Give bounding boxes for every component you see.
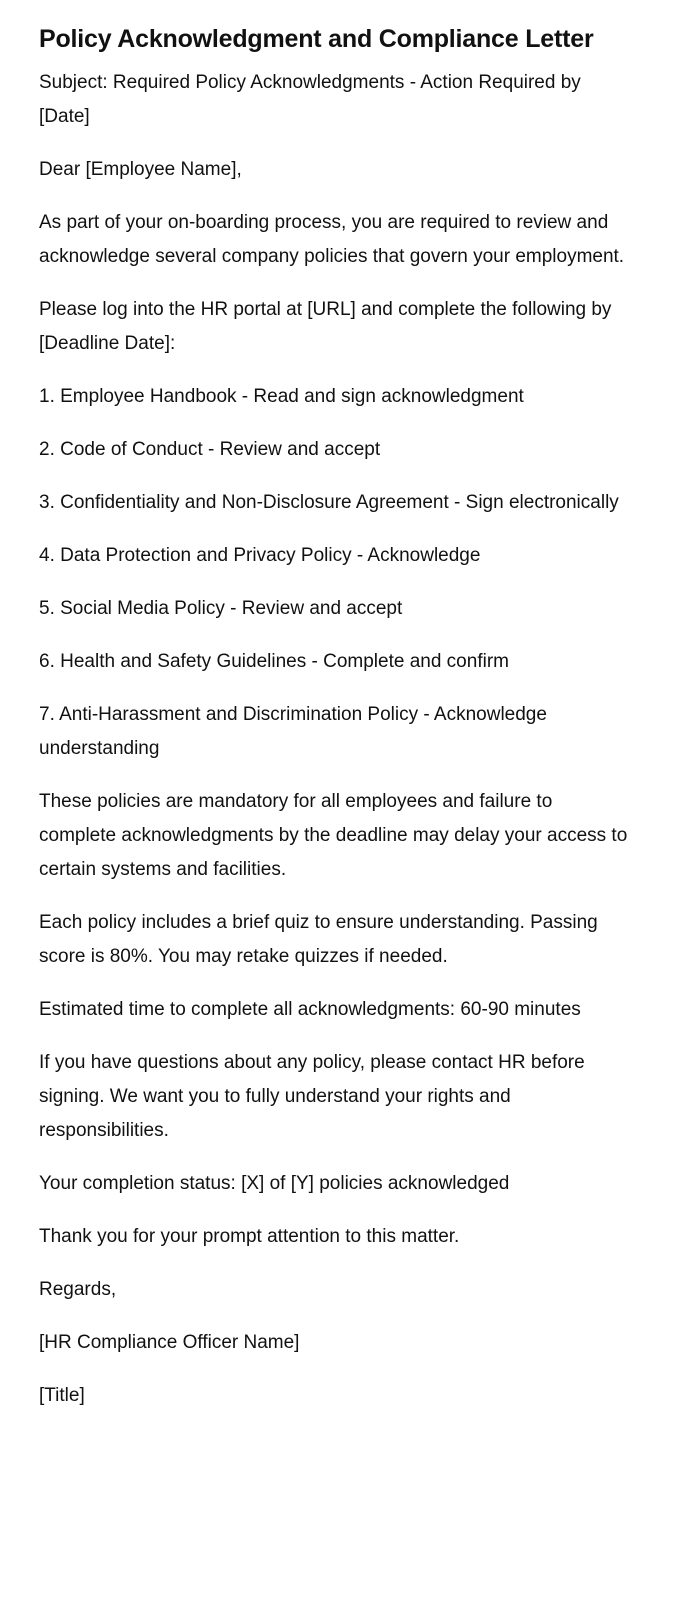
policy-list-item: 7. Anti-Harassment and Discrimination Policy - Acknowledge understanding (39, 704, 547, 759)
policy-list-item: 1. Employee Handbook - Read and sign acknowledgment (39, 386, 524, 407)
signer-name: [HR Compliance Officer Name] (39, 1332, 300, 1353)
body-paragraph: If you have questions about any policy, please contact HR before signing. We want you to fully understand your rights and responsibilities. (39, 1052, 585, 1141)
closing-paragraph: Thank you for your prompt attention to this matter. (39, 1226, 460, 1247)
policy-list-item: 6. Health and Safety Guidelines - Complete and confirm (39, 651, 509, 672)
salutation: Dear [Employee Name], (39, 159, 242, 180)
body-paragraph: As part of your on-boarding process, you are required to review and acknowledge several company policies that govern your employment. (39, 212, 625, 267)
body-paragraph: Each policy includes a brief quiz to ensure understanding. Passing score is 80%. You may retake quizzes if needed. (39, 912, 598, 967)
body-paragraph: Please log into the HR portal at [URL] and complete the following by [Deadline Date]: (39, 299, 612, 354)
subject-line: Subject: Required Policy Acknowledgments - Action Required by [Date] (39, 72, 581, 127)
body-paragraph: These policies are mandatory for all employees and failure to complete acknowledgments by the deadline may delay your access to certain systems and facilities. (39, 791, 628, 880)
policy-list-item: 3. Confidentiality and Non-Disclosure Agreement - Sign electronically (39, 492, 619, 513)
policy-list-item: 5. Social Media Policy - Review and accept (39, 598, 403, 619)
completion-status: Your completion status: [X] of [Y] policies acknowledged (39, 1173, 510, 1194)
sign-off: Regards, (39, 1279, 117, 1300)
body-paragraph: Estimated time to complete all acknowledgments: 60-90 minutes (39, 999, 581, 1020)
policy-list-item: 4. Data Protection and Privacy Policy - Acknowledge (39, 545, 481, 566)
policy-list-item: 2. Code of Conduct - Review and accept (39, 439, 381, 460)
signer-title: [Title] (39, 1385, 85, 1406)
letter-title: Policy Acknowledgment and Compliance Letter (39, 25, 594, 53)
